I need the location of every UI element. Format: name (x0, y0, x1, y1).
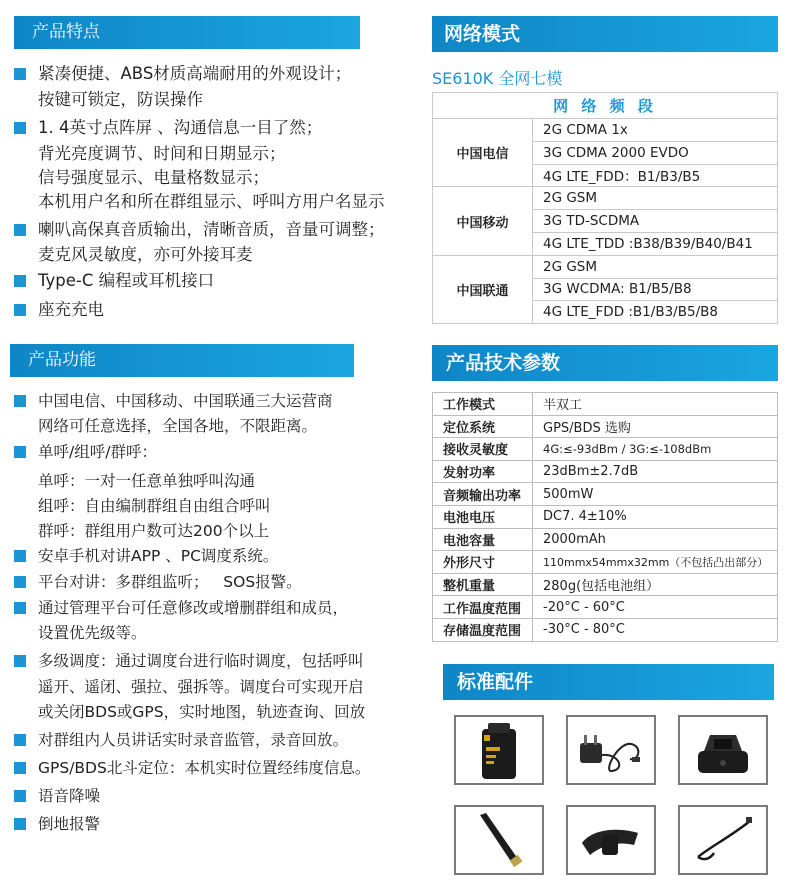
functions-header-label: 产品功能 (28, 350, 96, 370)
function-subline: 群呼：群组用户数可达200个以上 (38, 522, 270, 540)
feature-item: 喇叭高保真音质输出，清晰音质，音量可调整； (14, 219, 385, 241)
feature-item: 座充充电 (14, 299, 104, 321)
antenna-icon (456, 807, 542, 873)
spec-row (433, 551, 778, 574)
function-item: 单呼/组呼/群呼： (14, 441, 157, 463)
spec-key: 存储温度范围 (433, 618, 533, 641)
lanyard-icon (680, 807, 766, 873)
function-item: 中国电信、中国移动、中国联通三大运营商 (14, 390, 333, 412)
operator-name: 中国联通 (433, 255, 533, 323)
feature-subline: 本机用户名和所在群组显示、呼叫方用户名显示 (38, 192, 385, 211)
network-band-table (432, 92, 778, 324)
spec-key: 接收灵敏度 (433, 438, 533, 461)
bullet-square-icon (14, 68, 26, 80)
spec-row (433, 618, 778, 641)
spec-row (433, 438, 778, 461)
bullet-square-icon (14, 818, 26, 830)
band-cell: 3G WCDMA: B1/B5/B8 (533, 278, 778, 301)
function-item: 通过管理平台可任意修改或增删群组和成员， (14, 597, 348, 619)
spec-value: 500mW (533, 483, 778, 506)
feature-subline: 信号强度显示、电量格数显示； (38, 168, 269, 187)
accessories-header (443, 664, 774, 700)
feature-item: 紧凑便捷、ABS材质高端耐用的外观设计； (14, 63, 351, 85)
function-subline: 遥开、遥闭、强拉、强拆等。调度台可实现开启 (38, 678, 364, 696)
bullet-square-icon (14, 550, 26, 562)
function-item: 语音降噪 (14, 785, 100, 807)
accessories-header-label: 标准配件 (457, 671, 534, 693)
band-cell: 2G CDMA 1x (533, 119, 778, 142)
spec-row (433, 528, 778, 551)
band-cell: 4G LTE_FDD：B1/B3/B5 (533, 164, 778, 187)
spec-key: 发射功率 (433, 460, 533, 483)
feature-subline: 麦克风灵敏度，亦可外接耳麦 (38, 245, 253, 264)
accessory-charging-dock (678, 715, 768, 785)
spec-row (433, 505, 778, 528)
feature-item: Type-C 编程或耳机接口 (14, 270, 214, 292)
accessory-battery (454, 715, 544, 785)
feature-item: 1. 4英寸点阵屏 、沟通信息一目了然； (14, 117, 322, 139)
band-cell: 3G CDMA 2000 EVDO (533, 141, 778, 164)
spec-value: DC7. 4±10% (533, 505, 778, 528)
charging-dock-icon (680, 717, 766, 783)
spec-key: 定位系统 (433, 415, 533, 438)
spec-row (433, 483, 778, 506)
spec-key: 电池电压 (433, 505, 533, 528)
function-item: 多级调度：通过调度台进行临时调度，包括呼叫 (14, 650, 364, 672)
spec-value: 4G:≤-93dBm / 3G:≤-108dBm (533, 438, 778, 461)
bullet-square-icon (14, 395, 26, 407)
band-cell: 3G TD-SCDMA (533, 210, 778, 233)
function-subline: 组呼：自由编制群组自由组合呼叫 (38, 497, 271, 515)
band-table-header: 网 络 频 段 (433, 93, 778, 119)
feature-subline: 按键可锁定，防误操作 (38, 90, 203, 109)
operator-name: 中国移动 (433, 187, 533, 255)
network-header-label: 网络模式 (444, 23, 521, 45)
spec-value: 23dBm±2.7dB (533, 460, 778, 483)
bullet-square-icon (14, 224, 26, 236)
accessory-antenna (454, 805, 544, 875)
spec-row (433, 460, 778, 483)
spec-key: 音频输出功率 (433, 483, 533, 506)
spec-key: 工作模式 (433, 393, 533, 416)
band-cell: 4G LTE_TDD :B38/B39/B40/B41 (533, 232, 778, 255)
bullet-square-icon (14, 762, 26, 774)
bullet-square-icon (14, 602, 26, 614)
spec-key: 电池容量 (433, 528, 533, 551)
function-item: GPS/BDS北斗定位：本机实时位置经纬度信息。 (14, 757, 370, 779)
band-cell: 2G GSM (533, 255, 778, 278)
spec-row (433, 573, 778, 596)
bullet-square-icon (14, 734, 26, 746)
spec-key: 工作温度范围 (433, 596, 533, 619)
spec-value: -30°C - 80°C (533, 618, 778, 641)
features-header-label: 产品特点 (32, 22, 100, 42)
bullet-square-icon (14, 122, 26, 134)
spec-key: 外形尺寸 (433, 551, 533, 574)
functions-header (10, 344, 354, 377)
spec-table (432, 392, 778, 642)
network-header (432, 16, 778, 52)
function-item: 平台对讲：多群组监听； SOS报警。 (14, 571, 302, 593)
function-item: 倒地报警 (14, 813, 100, 835)
bullet-square-icon (14, 790, 26, 802)
accessory-belt-clip (566, 805, 656, 875)
battery-icon (456, 717, 542, 783)
spec-key: 整机重量 (433, 573, 533, 596)
function-subline: 设置优先级等。 (38, 624, 147, 642)
features-header (14, 16, 360, 49)
spec-value: 半双工 (533, 393, 778, 416)
function-item: 安卓手机对讲APP 、PC调度系统。 (14, 545, 278, 567)
charger-adapter-icon (568, 717, 654, 783)
function-item: 对群组内人员讲话实时录音监管，录音回放。 (14, 729, 348, 751)
band-cell: 4G LTE_FDD :B1/B3/B5/B8 (533, 301, 778, 324)
function-subline: 单呼：一对一任意单独呼叫沟通 (38, 472, 256, 490)
operator-name: 中国电信 (433, 119, 533, 187)
bullet-square-icon (14, 655, 26, 667)
spec-value: 280g(包括电池组） (533, 573, 778, 596)
spec-row (433, 393, 778, 416)
specs-header-label: 产品技术参数 (446, 352, 561, 374)
bullet-square-icon (14, 446, 26, 458)
spec-value: GPS/BDS 选购 (533, 415, 778, 438)
spec-value: 2000mAh (533, 528, 778, 551)
bullet-square-icon (14, 304, 26, 316)
bullet-square-icon (14, 275, 26, 287)
function-subline: 网络可任意选择，全国各地，不限距离。 (38, 417, 318, 435)
band-cell: 2G GSM (533, 187, 778, 210)
model-title: SE610K 全网七模 (432, 69, 563, 88)
spec-value: 110mmx54mmx32mm（不包括凸出部分） (533, 551, 778, 574)
spec-row (433, 415, 778, 438)
specs-header (432, 345, 778, 381)
bullet-square-icon (14, 576, 26, 588)
belt-clip-icon (568, 807, 654, 873)
accessory-charger-adapter (566, 715, 656, 785)
feature-subline: 背光亮度调节、时间和日期显示； (38, 144, 286, 163)
spec-value: -20°C - 60°C (533, 596, 778, 619)
function-subline: 或关闭BDS或GPS，实时地图，轨迹查询、回放 (38, 703, 366, 721)
spec-row (433, 596, 778, 619)
accessory-lanyard (678, 805, 768, 875)
